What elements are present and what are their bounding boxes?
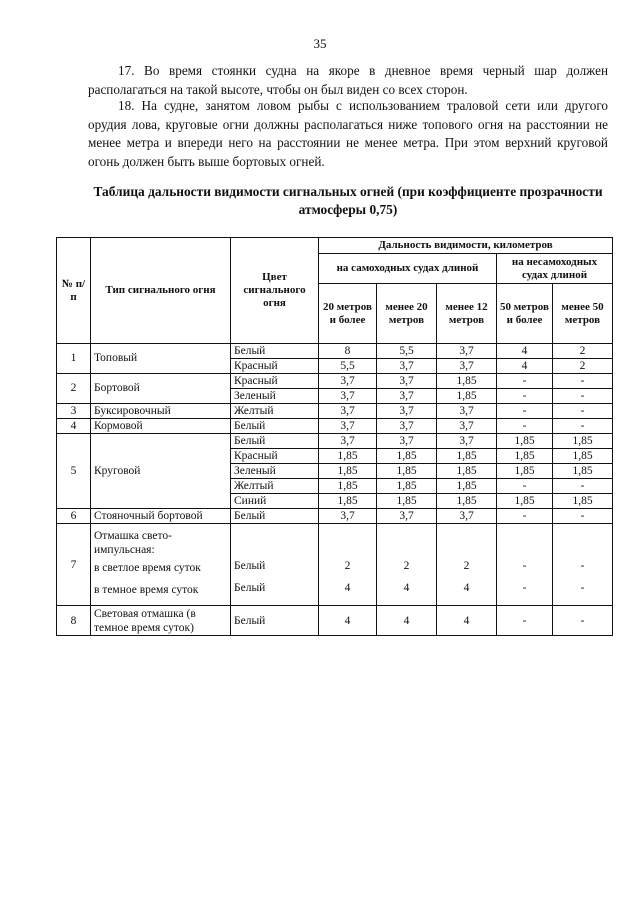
row-num: 5 — [57, 434, 91, 509]
range-value: 3,7 — [437, 344, 497, 359]
range-value: 3,7 — [377, 374, 437, 389]
visibility-table — [56, 237, 613, 636]
signal-type: Стояночный бортовой — [91, 509, 231, 524]
range-value: 1,85 — [319, 479, 377, 494]
row7-color — [231, 524, 319, 606]
row7-day-value: 2 — [463, 559, 470, 572]
range-value: 1,85 — [437, 464, 497, 479]
table-title: Таблица дальности видимости сигнальных огней (при коэффициенте прозрачности атмосферы 0,75) — [93, 184, 603, 217]
paragraph-17-text: 17. Во время стоянки судна на якоре в дневное время черный шар должен располагаться на такой высоте, чтобы он был виден со всех сторон. — [88, 63, 608, 97]
range-value: 2 — [553, 359, 613, 374]
range-value: 1,85 — [377, 479, 437, 494]
range-value: 1,85 — [319, 464, 377, 479]
range-value: 1,85 — [553, 464, 613, 479]
row7-night-value: - — [580, 581, 585, 594]
range-value: 1,85 — [497, 434, 553, 449]
table-row-7 — [57, 524, 613, 606]
range-value: 1,85 — [437, 389, 497, 404]
range-value: 4 — [497, 344, 553, 359]
range-value: 1,85 — [497, 494, 553, 509]
range-value: 3,7 — [319, 419, 377, 434]
range-value: 1,85 — [553, 434, 613, 449]
signal-type: Кормовой — [91, 419, 231, 434]
row7-night-value: 4 — [344, 581, 351, 594]
header-nsp-lt-50: менее 50 метров — [553, 284, 613, 344]
range-value: 1,85 — [553, 449, 613, 464]
table-row — [57, 344, 613, 359]
range-value: 1,85 — [319, 494, 377, 509]
range-value: 3,7 — [437, 419, 497, 434]
range-value: - — [497, 419, 553, 434]
range-value: 4 — [497, 359, 553, 374]
range-value: 1,85 — [437, 494, 497, 509]
range-value: - — [553, 509, 613, 524]
row7-value-cell — [497, 524, 553, 606]
header-nsp-50-plus: 50 метров и более — [497, 284, 553, 344]
header-sp-lt-12: менее 12 метров — [437, 284, 497, 344]
signal-color: Белый — [231, 434, 319, 449]
row8-type: Световая отмашка (в темное время суток) — [91, 606, 231, 636]
row7-num: 7 — [57, 524, 91, 606]
signal-color: Красный — [231, 359, 319, 374]
range-value: - — [497, 509, 553, 524]
signal-color: Белый — [231, 419, 319, 434]
range-value: 1,85 — [377, 494, 437, 509]
range-value: - — [497, 479, 553, 494]
row7-night-color: Белый — [234, 581, 266, 594]
row-num: 3 — [57, 404, 91, 419]
row7-night-value: 4 — [463, 581, 470, 594]
row-num: 1 — [57, 344, 91, 374]
range-value: 3,7 — [437, 404, 497, 419]
signal-type: Буксировочный — [91, 404, 231, 419]
range-value: 3,7 — [319, 434, 377, 449]
row7-value-cell — [319, 524, 377, 606]
range-value: 3,7 — [377, 359, 437, 374]
signal-color: Желтый — [231, 404, 319, 419]
range-value: - — [553, 479, 613, 494]
signal-type: Бортовой — [91, 374, 231, 404]
signal-color: Белый — [231, 509, 319, 524]
row7-night-value: 4 — [403, 581, 410, 594]
range-value: 5,5 — [319, 359, 377, 374]
range-value: 1,85 — [319, 449, 377, 464]
table-row — [57, 509, 613, 524]
row7-value-cell — [377, 524, 437, 606]
range-value: 3,7 — [437, 359, 497, 374]
header-range: Дальность видимости, километров — [319, 238, 613, 254]
range-value: 3,7 — [319, 374, 377, 389]
signal-type: Круговой — [91, 434, 231, 509]
header-color: Цвет сигнального огня — [231, 238, 319, 344]
header-num: № п/п — [57, 238, 91, 344]
range-value: 1,85 — [437, 449, 497, 464]
table-row — [57, 419, 613, 434]
paragraph-18-text: 18. На судне, занятом ловом рыбы с использованием траловой сети или другого орудия лова, круговые огни должны располагаться ниже топового огня на расстоянии не менее метра и впереди него на расстоянии не менее метра. При этом верхний круговой огонь должен быть выше бортовых огней. — [88, 98, 608, 169]
header-self-propelled: на самоходных судах длиной — [319, 254, 497, 284]
row7-value-cell — [553, 524, 613, 606]
row8-value: - — [553, 606, 613, 636]
signal-color: Желтый — [231, 479, 319, 494]
row7-type-head: Отмашка свето-импульсная: — [94, 529, 172, 556]
row7-night-value: - — [522, 581, 527, 594]
range-value: 3,7 — [377, 389, 437, 404]
signal-color: Красный — [231, 449, 319, 464]
range-value: 1,85 — [437, 479, 497, 494]
table-row-8 — [57, 606, 613, 636]
range-value: 1,85 — [497, 464, 553, 479]
range-value: 3,7 — [377, 509, 437, 524]
row7-type — [91, 524, 231, 606]
header-type: Тип сигнального огня — [91, 238, 231, 344]
range-value: 1,85 — [377, 464, 437, 479]
range-value: 8 — [319, 344, 377, 359]
range-value: 3,7 — [377, 419, 437, 434]
row-num: 2 — [57, 374, 91, 404]
signal-color: Зеленый — [231, 389, 319, 404]
range-value: 2 — [553, 344, 613, 359]
range-value: 3,7 — [437, 509, 497, 524]
signal-type: Топовый — [91, 344, 231, 374]
signal-color: Красный — [231, 374, 319, 389]
range-value: 3,7 — [377, 434, 437, 449]
row7-day-color: Белый — [234, 559, 266, 572]
paragraph-17 — [88, 62, 608, 99]
range-value: 1,85 — [437, 374, 497, 389]
row8-value: 4 — [319, 606, 377, 636]
row7-night-label: в темное время суток — [94, 583, 199, 596]
range-value: 3,7 — [319, 404, 377, 419]
row8-color: Белый — [231, 606, 319, 636]
header-sp-20-plus: 20 метров и более — [319, 284, 377, 344]
range-value: 5,5 — [377, 344, 437, 359]
range-value: 1,85 — [497, 449, 553, 464]
row8-num: 8 — [57, 606, 91, 636]
table-row — [57, 434, 613, 449]
range-value: - — [553, 389, 613, 404]
range-value: 1,85 — [377, 449, 437, 464]
range-value: - — [553, 419, 613, 434]
range-value: - — [497, 389, 553, 404]
signal-color: Белый — [231, 344, 319, 359]
range-value: 3,7 — [319, 509, 377, 524]
paragraph-18 — [88, 97, 608, 171]
row7-day-label: в светлое время суток — [94, 561, 201, 574]
row7-day-value: 2 — [403, 559, 410, 572]
range-value: - — [497, 374, 553, 389]
row7-day-value: - — [580, 559, 585, 572]
range-value: 3,7 — [319, 389, 377, 404]
range-value: 1,85 — [553, 494, 613, 509]
row-num: 6 — [57, 509, 91, 524]
table-row — [57, 404, 613, 419]
range-value: 3,7 — [437, 434, 497, 449]
row8-value: 4 — [377, 606, 437, 636]
signal-color: Зеленый — [231, 464, 319, 479]
row8-value: - — [497, 606, 553, 636]
row7-value-cell — [437, 524, 497, 606]
row7-day-value: 2 — [344, 559, 351, 572]
row8-value: 4 — [437, 606, 497, 636]
range-value: - — [553, 404, 613, 419]
table-body — [57, 344, 613, 636]
page-number: 35 — [313, 36, 327, 51]
range-value: - — [497, 404, 553, 419]
header-non-self-propelled: на несамоходных судах длиной — [497, 254, 613, 284]
row-num: 4 — [57, 419, 91, 434]
row7-day-value: - — [522, 559, 527, 572]
signal-color: Синий — [231, 494, 319, 509]
header-sp-lt-20: менее 20 метров — [377, 284, 437, 344]
table-row — [57, 374, 613, 389]
range-value: 3,7 — [377, 404, 437, 419]
range-value: - — [553, 374, 613, 389]
